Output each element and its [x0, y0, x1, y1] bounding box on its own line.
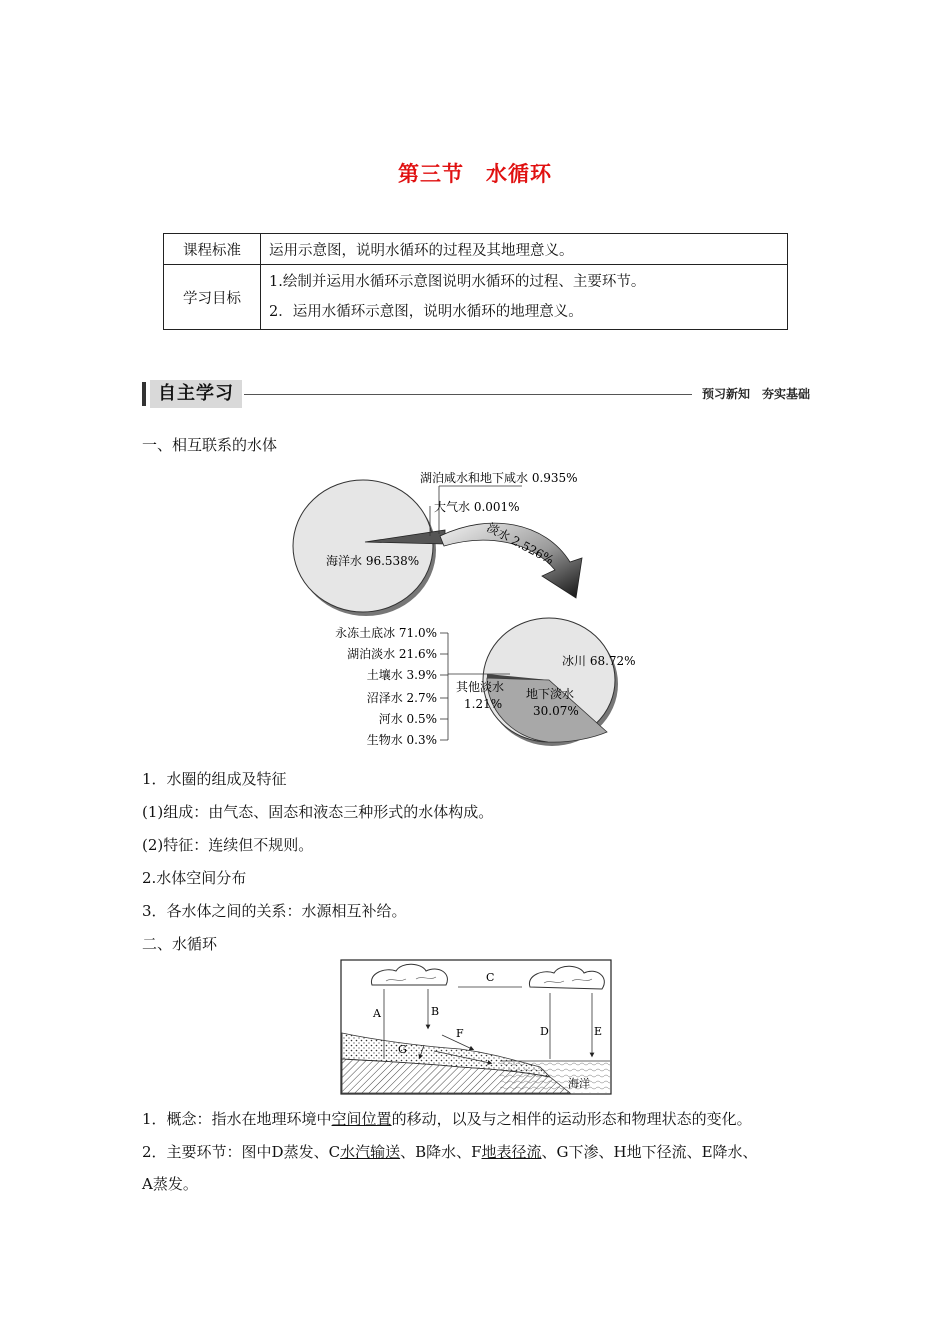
- concept-line: 1．概念：指水在地理环境中空间位置的移动，以及与之相伴的运动形态和物理状态的变化。: [142, 1110, 752, 1128]
- label-C: C: [486, 971, 495, 984]
- links-line-2: A蒸发。: [142, 1175, 198, 1193]
- goal-item: 1.绘制并运用水循环示意图说明水循环的过程、主要环节。: [269, 274, 646, 290]
- other-list-item: 湖泊淡水 21.6%: [347, 647, 437, 661]
- item-hydrosphere: 1．水圈的组成及特征: [142, 770, 287, 788]
- section-banner: [142, 380, 810, 408]
- page-title: 第三节 水循环: [398, 162, 552, 186]
- item-feature: (2)特征：连续但不规则。: [142, 836, 314, 854]
- other-list-item: 土壤水 3.9%: [366, 668, 437, 682]
- goal-item: 2．运用水循环示意图，说明水循环的地理意义。: [269, 304, 583, 320]
- fresh-water-label: 淡水 2.526%: [484, 520, 557, 568]
- other-fresh-label: 其他淡水: [456, 680, 505, 694]
- goal-header: 学习目标: [164, 265, 261, 330]
- standard-text: 运用示意图，说明水循环的过程及其地理意义。: [261, 234, 788, 265]
- banner-right: 预习新知 夯实基础: [701, 387, 810, 401]
- label-D: D: [540, 1025, 549, 1038]
- item-relationship: 3．各水体之间的关系：水源相互补给。: [142, 902, 407, 920]
- item-distribution: 2.水体空间分布: [142, 869, 247, 887]
- other-list-item: 生物水 0.3%: [366, 733, 437, 747]
- section-heading-water-bodies: 一、相互联系的水体: [142, 436, 278, 454]
- section-heading-water-cycle: 二、水循环: [142, 935, 218, 953]
- ocean-label: 海洋水 96.538%: [326, 554, 420, 568]
- atmosphere-label: 大气水 0.001%: [434, 500, 520, 514]
- curriculum-table: [163, 233, 788, 330]
- other-fresh-value: 1.21%: [464, 697, 503, 711]
- top-pie: [293, 480, 433, 612]
- item-composition: (1)组成：由气态、固态和液态三种形式的水体构成。: [142, 803, 494, 821]
- other-list-item: 沼泽水 2.7%: [366, 691, 437, 705]
- water-cycle-figure: [340, 959, 612, 1095]
- lake-salt-label: 湖泊咸水和地下咸水 0.935%: [420, 471, 578, 485]
- groundwater-label: 地下淡水: [526, 687, 575, 701]
- label-F: F: [456, 1027, 464, 1040]
- banner-rule: [244, 394, 692, 395]
- banner-label: 自主学习: [150, 380, 242, 408]
- glacier-label: 冰川 68.72%: [562, 654, 636, 668]
- label-G: G: [398, 1043, 407, 1056]
- label-B: B: [431, 1005, 440, 1018]
- sea-label: 海洋: [568, 1077, 590, 1090]
- label-E: E: [594, 1025, 603, 1038]
- links-line-1: 2．主要环节：图中D蒸发、C水汽输送、B降水、F地表径流、G下渗、H地下径流、E降水、: [142, 1143, 758, 1161]
- other-list-item: 永冻土底冰 71.0%: [335, 626, 437, 640]
- groundwater-value: 30.07%: [533, 704, 579, 718]
- label-A: A: [373, 1007, 381, 1020]
- banner-bar: [142, 382, 146, 406]
- other-list-item: 河水 0.5%: [378, 712, 437, 726]
- water-distribution-figure: [280, 462, 640, 754]
- standard-header: 课程标准: [164, 234, 261, 265]
